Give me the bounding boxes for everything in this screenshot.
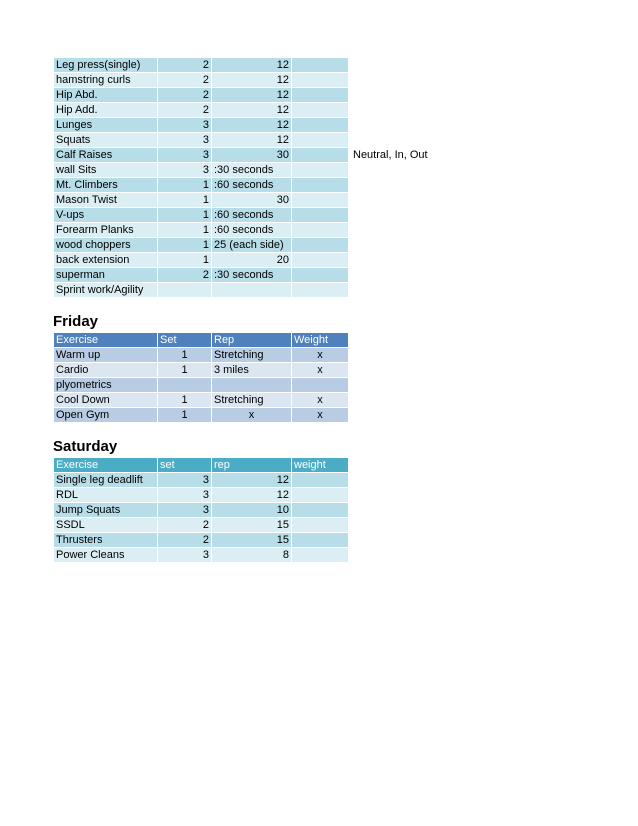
rep-cell: 12	[212, 103, 292, 118]
rep-cell: 12	[212, 88, 292, 103]
rep-cell: 12	[212, 118, 292, 133]
set-cell	[158, 283, 212, 298]
set-cell: 1	[158, 393, 212, 408]
table-row	[54, 58, 439, 73]
table-row	[54, 533, 349, 548]
table-row	[54, 363, 349, 378]
exercise-cell: Leg press(single)	[54, 58, 158, 73]
rep-cell: 30	[212, 193, 292, 208]
rep-cell	[212, 283, 292, 298]
exercise-cell: Cardio	[54, 363, 158, 378]
weight-cell	[292, 118, 349, 133]
set-cell: 3	[158, 488, 212, 503]
table-row	[54, 88, 439, 103]
exercise-cell: Jump Squats	[54, 503, 158, 518]
section-title: Saturday	[53, 438, 118, 455]
weight-cell	[292, 378, 349, 393]
weight-cell: x	[292, 348, 349, 363]
set-cell: 1	[158, 408, 212, 423]
column-header: Rep	[212, 333, 292, 348]
exercise-cell: Mt. Climbers	[54, 178, 158, 193]
weight-cell	[292, 548, 349, 563]
thursday-table	[53, 57, 439, 298]
set-cell: 2	[158, 518, 212, 533]
table-row	[54, 268, 439, 283]
table-row	[54, 208, 439, 223]
table-row	[54, 253, 439, 268]
set-cell: 3	[158, 163, 212, 178]
table-row	[54, 488, 349, 503]
section-title: Friday	[53, 313, 99, 330]
rep-cell	[212, 378, 292, 393]
friday-table	[53, 332, 349, 423]
exercise-cell: Open Gym	[54, 408, 158, 423]
header-row	[54, 458, 349, 473]
set-cell: 1	[158, 238, 212, 253]
exercise-cell: wood choppers	[54, 238, 158, 253]
table-row	[54, 118, 439, 133]
weight-cell	[292, 148, 349, 163]
exercise-cell: Single leg deadlift	[54, 473, 158, 488]
column-header: set	[158, 458, 212, 473]
saturday-section	[53, 437, 439, 563]
weight-cell	[292, 208, 349, 223]
set-cell: 3	[158, 148, 212, 163]
exercise-cell: Warm up	[54, 348, 158, 363]
rep-cell: 10	[212, 503, 292, 518]
rep-cell: 12	[212, 488, 292, 503]
set-cell: 2	[158, 58, 212, 73]
exercise-cell: Hip Abd.	[54, 88, 158, 103]
column-header: rep	[212, 458, 292, 473]
table-row	[54, 548, 349, 563]
table-row	[54, 378, 349, 393]
rep-cell: 8	[212, 548, 292, 563]
exercise-cell: wall Sits	[54, 163, 158, 178]
exercise-cell: Cool Down	[54, 393, 158, 408]
table-row	[54, 238, 439, 253]
column-header: Set	[158, 333, 212, 348]
column-header: Weight	[292, 333, 349, 348]
exercise-cell: Squats	[54, 133, 158, 148]
friday-section	[53, 312, 439, 423]
weight-cell	[292, 73, 349, 88]
set-cell: 2	[158, 533, 212, 548]
rep-cell: 30	[212, 148, 292, 163]
table-row	[54, 473, 349, 488]
table-row	[54, 73, 439, 88]
exercise-cell: superman	[54, 268, 158, 283]
table-row	[54, 163, 439, 178]
set-cell: 2	[158, 268, 212, 283]
weight-cell	[292, 253, 349, 268]
weight-cell	[292, 268, 349, 283]
exercise-cell: RDL	[54, 488, 158, 503]
set-cell: 2	[158, 103, 212, 118]
weight-cell: x	[292, 408, 349, 423]
exercise-cell: Lunges	[54, 118, 158, 133]
set-cell: 3	[158, 503, 212, 518]
exercise-cell: hamstring curls	[54, 73, 158, 88]
weight-cell	[292, 193, 349, 208]
exercise-cell: SSDL	[54, 518, 158, 533]
weight-cell	[292, 103, 349, 118]
weight-cell	[292, 133, 349, 148]
table-row	[54, 193, 439, 208]
exercise-cell: Mason Twist	[54, 193, 158, 208]
weight-cell	[292, 533, 349, 548]
weight-cell	[292, 223, 349, 238]
set-cell: 1	[158, 193, 212, 208]
weight-cell	[292, 163, 349, 178]
table-row	[54, 103, 439, 118]
rep-cell: 15	[212, 518, 292, 533]
weight-cell	[292, 238, 349, 253]
rep-cell: x	[212, 408, 292, 423]
exercise-cell: Sprint work/Agility	[54, 283, 158, 298]
rep-cell: 3 miles	[212, 363, 292, 378]
rep-cell: 20	[212, 253, 292, 268]
exercise-cell: back extension	[54, 253, 158, 268]
column-header: Exercise	[54, 333, 158, 348]
rep-cell: :60 seconds	[212, 178, 292, 193]
table-row	[54, 518, 349, 533]
weight-cell	[292, 503, 349, 518]
rep-cell: 12	[212, 473, 292, 488]
set-cell: 2	[158, 73, 212, 88]
table-row	[54, 348, 349, 363]
weight-cell	[292, 283, 349, 298]
weight-cell	[292, 178, 349, 193]
rep-cell: 25 (each side)	[212, 238, 292, 253]
exercise-cell: V-ups	[54, 208, 158, 223]
set-cell: 1	[158, 253, 212, 268]
weight-cell	[292, 58, 349, 73]
table-row	[54, 223, 439, 238]
rep-cell: :60 seconds	[212, 208, 292, 223]
table-row	[54, 178, 439, 193]
table-row	[54, 148, 439, 163]
table-row	[54, 503, 349, 518]
table-row	[54, 283, 439, 298]
column-header: Exercise	[54, 458, 158, 473]
weight-cell	[292, 88, 349, 103]
workout-sheet	[53, 57, 439, 563]
rep-cell: Stretching	[212, 348, 292, 363]
rep-cell: Stretching	[212, 393, 292, 408]
set-cell: 1	[158, 363, 212, 378]
set-cell: 3	[158, 548, 212, 563]
table-row	[54, 133, 439, 148]
table-row	[54, 408, 349, 423]
rep-cell: :60 seconds	[212, 223, 292, 238]
set-cell: 3	[158, 118, 212, 133]
saturday-table	[53, 457, 349, 563]
exercise-cell: Forearm Planks	[54, 223, 158, 238]
exercise-cell: Hip Add.	[54, 103, 158, 118]
rep-cell: 12	[212, 133, 292, 148]
rep-cell: :30 seconds	[212, 268, 292, 283]
weight-cell: x	[292, 393, 349, 408]
table-row	[54, 393, 349, 408]
side-note: Neutral, In, Out	[349, 148, 439, 163]
rep-cell: 12	[212, 73, 292, 88]
set-cell: 3	[158, 473, 212, 488]
weight-cell	[292, 473, 349, 488]
exercise-cell: plyometrics	[54, 378, 158, 393]
rep-cell: :30 seconds	[212, 163, 292, 178]
set-cell: 1	[158, 208, 212, 223]
header-row	[54, 333, 349, 348]
set-cell	[158, 378, 212, 393]
exercise-cell: Thrusters	[54, 533, 158, 548]
weight-cell: x	[292, 363, 349, 378]
rep-cell: 15	[212, 533, 292, 548]
weight-cell	[292, 518, 349, 533]
rep-cell: 12	[212, 58, 292, 73]
set-cell: 1	[158, 348, 212, 363]
exercise-cell: Calf Raises	[54, 148, 158, 163]
column-header: weight	[292, 458, 349, 473]
set-cell: 2	[158, 88, 212, 103]
weight-cell	[292, 488, 349, 503]
set-cell: 1	[158, 178, 212, 193]
exercise-cell: Power Cleans	[54, 548, 158, 563]
set-cell: 3	[158, 133, 212, 148]
set-cell: 1	[158, 223, 212, 238]
